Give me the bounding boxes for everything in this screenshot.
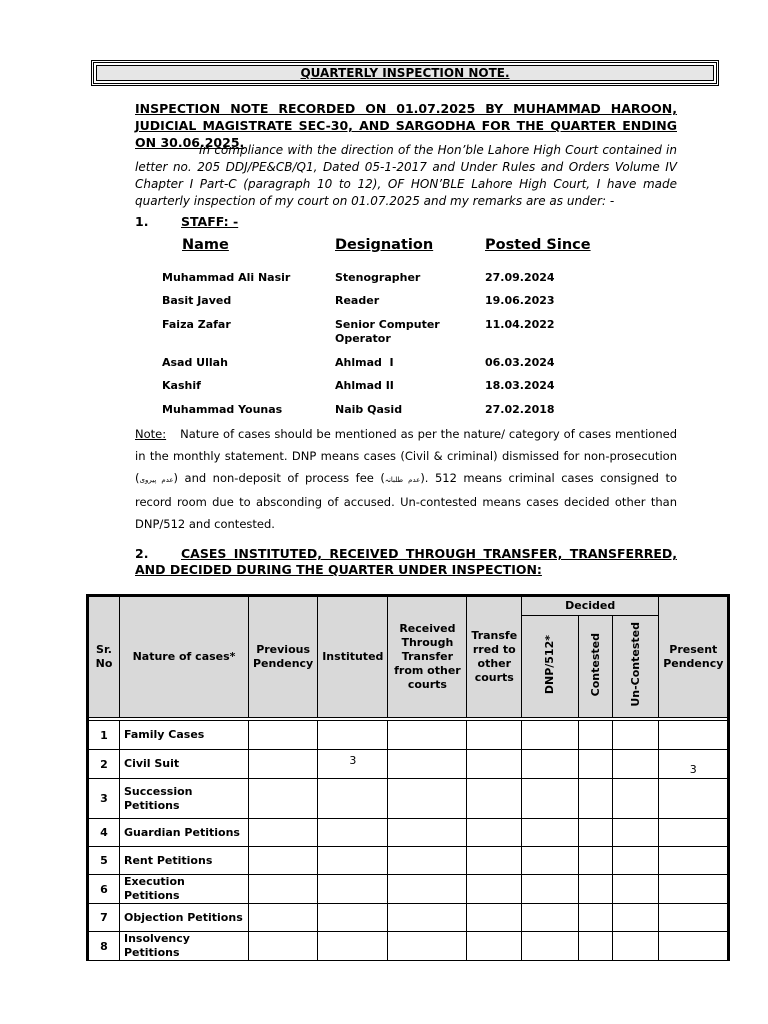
staff-designation: Stenographer: [335, 271, 421, 284]
row-instituted: [318, 819, 388, 847]
staff-posted-since: 27.02.2018: [485, 403, 555, 416]
staff-section-title: STAFF: -: [181, 214, 239, 229]
staff-designation: Naib Qasid: [335, 403, 403, 416]
header-uncontested-cell: [613, 616, 659, 718]
row-nature: Guardian Petitions: [120, 819, 249, 847]
note-paragraph: [135, 423, 677, 535]
header-nature: Nature of cases*: [120, 596, 249, 718]
row-nature: Objection Petitions: [120, 904, 249, 932]
staff-name: Faiza Zafar: [162, 318, 231, 331]
table-row: [88, 904, 729, 932]
intro-paragraph: In compliance with the direction of the Hon’ble Lahore High Court contained in letter no. 205 DDJ/PE&CB/Q1, Dated 05-1-2017 and Under Rules and Orders Volume IV Chapter I Part-C (paragraph 10 to 12), OF HON’BLE Lahore High Court, I have made quarterly inspection of my court on 01.07.2025 and my remarks are as under: -: [135, 143, 677, 208]
row-present: [659, 819, 729, 847]
row-sr: 4: [88, 819, 120, 847]
table-row: [88, 779, 729, 819]
cases-section-heading: [135, 546, 677, 578]
row-nature: Rent Petitions: [120, 847, 249, 875]
note-text-1: Nature of cases should be mentioned as per the nature/ category of cases mentioned in the monthly statement. DNP means cases (Civil & criminal) dismissed for non-prosecution (: [135, 427, 677, 485]
note-urdu-2: عدم طلبانہ: [384, 476, 421, 484]
title-box: [91, 60, 719, 86]
header-transferred: Transfe rred to other courts: [467, 596, 522, 718]
staff-name: Asad Ullah: [162, 356, 228, 369]
row-present: [659, 721, 729, 750]
row-present: 3: [659, 750, 729, 779]
note-text-2: ) and non-deposit of process fee (: [173, 471, 385, 485]
header-contested: Contested: [588, 632, 602, 697]
row-nature: Succession Petitions: [120, 779, 249, 819]
staff-posted-since: 19.06.2023: [485, 294, 555, 307]
table-row: [88, 932, 729, 961]
header-dnp-cell: [522, 616, 579, 718]
inspection-heading: INSPECTION NOTE RECORDED ON 01.07.2025 BY MUHAMMAD HAROON, JUDICIAL MAGISTRATE SEC-30, AND SARGODHA FOR THE QUARTER ENDING ON 30.06.2025.: [135, 101, 677, 150]
header-previous-pendency: Previous Pendency: [249, 596, 318, 718]
cases-section-title: CASES INSTITUTED, RECEIVED THROUGH TRANSFER, TRANSFERRED, AND DECIDED DURING THE QUARTER UNDER INSPECTION:: [135, 546, 677, 577]
header-sr-no: Sr. No: [88, 596, 120, 718]
staff-designation: Reader: [335, 294, 380, 307]
row-present: [659, 779, 729, 819]
row-instituted: [318, 904, 388, 932]
row-nature: Execution Petitions: [120, 875, 249, 904]
header-dnp: DNP/512*: [543, 634, 557, 695]
row-instituted: [318, 721, 388, 750]
staff-section-heading: [135, 214, 238, 229]
row-sr: 6: [88, 875, 120, 904]
row-instituted: [318, 779, 388, 819]
header-uncontested: Un-Contested: [628, 622, 642, 707]
staff-name: Muhammad Younas: [162, 403, 283, 416]
staff-col-posted-since: Posted Since: [485, 237, 591, 253]
staff-section-number: 1.: [135, 214, 149, 229]
header-contested-cell: [579, 616, 613, 718]
row-nature: Family Cases: [120, 721, 249, 750]
cases-table: [86, 594, 730, 961]
document-title: QUARTERLY INSPECTION NOTE.: [96, 65, 714, 81]
staff-designation: Senior Computer Operator: [335, 318, 440, 345]
row-nature: Insolvency Petitions: [120, 932, 249, 961]
table-row: [88, 750, 729, 779]
staff-posted-since: 18.03.2024: [485, 379, 555, 392]
row-nature: Civil Suit: [120, 750, 249, 779]
row-sr: 2: [88, 750, 120, 779]
note-urdu-1: عدم پیروی: [139, 476, 174, 484]
staff-col-designation: Designation: [335, 237, 434, 253]
header-present-pendency: Present Pendency: [659, 596, 729, 718]
table-row: [88, 721, 729, 750]
staff-name: Basit Javed: [162, 294, 232, 307]
cases-section-number: 2.: [135, 546, 149, 561]
row-present: [659, 875, 729, 904]
staff-posted-since: 06.03.2024: [485, 356, 555, 369]
row-instituted: [318, 875, 388, 904]
row-sr: 7: [88, 904, 120, 932]
staff-posted-since: 11.04.2022: [485, 318, 555, 331]
row-sr: 8: [88, 932, 120, 961]
row-sr: 1: [88, 721, 120, 750]
row-sr: 5: [88, 847, 120, 875]
header-received: Received Through Transfer from other courts: [388, 596, 467, 718]
staff-designation: Ahlmad I: [335, 356, 394, 369]
row-instituted: [318, 847, 388, 875]
row-sr: 3: [88, 779, 120, 819]
staff-name: Kashif: [162, 379, 201, 392]
row-present: [659, 847, 729, 875]
row-present: [659, 932, 729, 961]
staff-designation: Ahlmad II: [335, 379, 394, 392]
row-instituted: 3: [318, 750, 388, 779]
row-present: [659, 904, 729, 932]
staff-name: Muhammad Ali Nasir: [162, 271, 291, 284]
table-row: [88, 847, 729, 875]
header-decided: Decided: [522, 596, 659, 616]
note-label: Note:: [135, 427, 167, 441]
staff-posted-since: 27.09.2024: [485, 271, 555, 284]
table-row: [88, 875, 729, 904]
header-instituted: Instituted: [318, 596, 388, 718]
row-instituted: [318, 932, 388, 961]
table-row: [88, 819, 729, 847]
staff-col-name: Name: [182, 237, 229, 253]
note-text-3: ). 512 means criminal cases consigned to record room due to absconding of accused. Un-contested means cases decided other than DNP/512 and contested.: [135, 471, 678, 531]
